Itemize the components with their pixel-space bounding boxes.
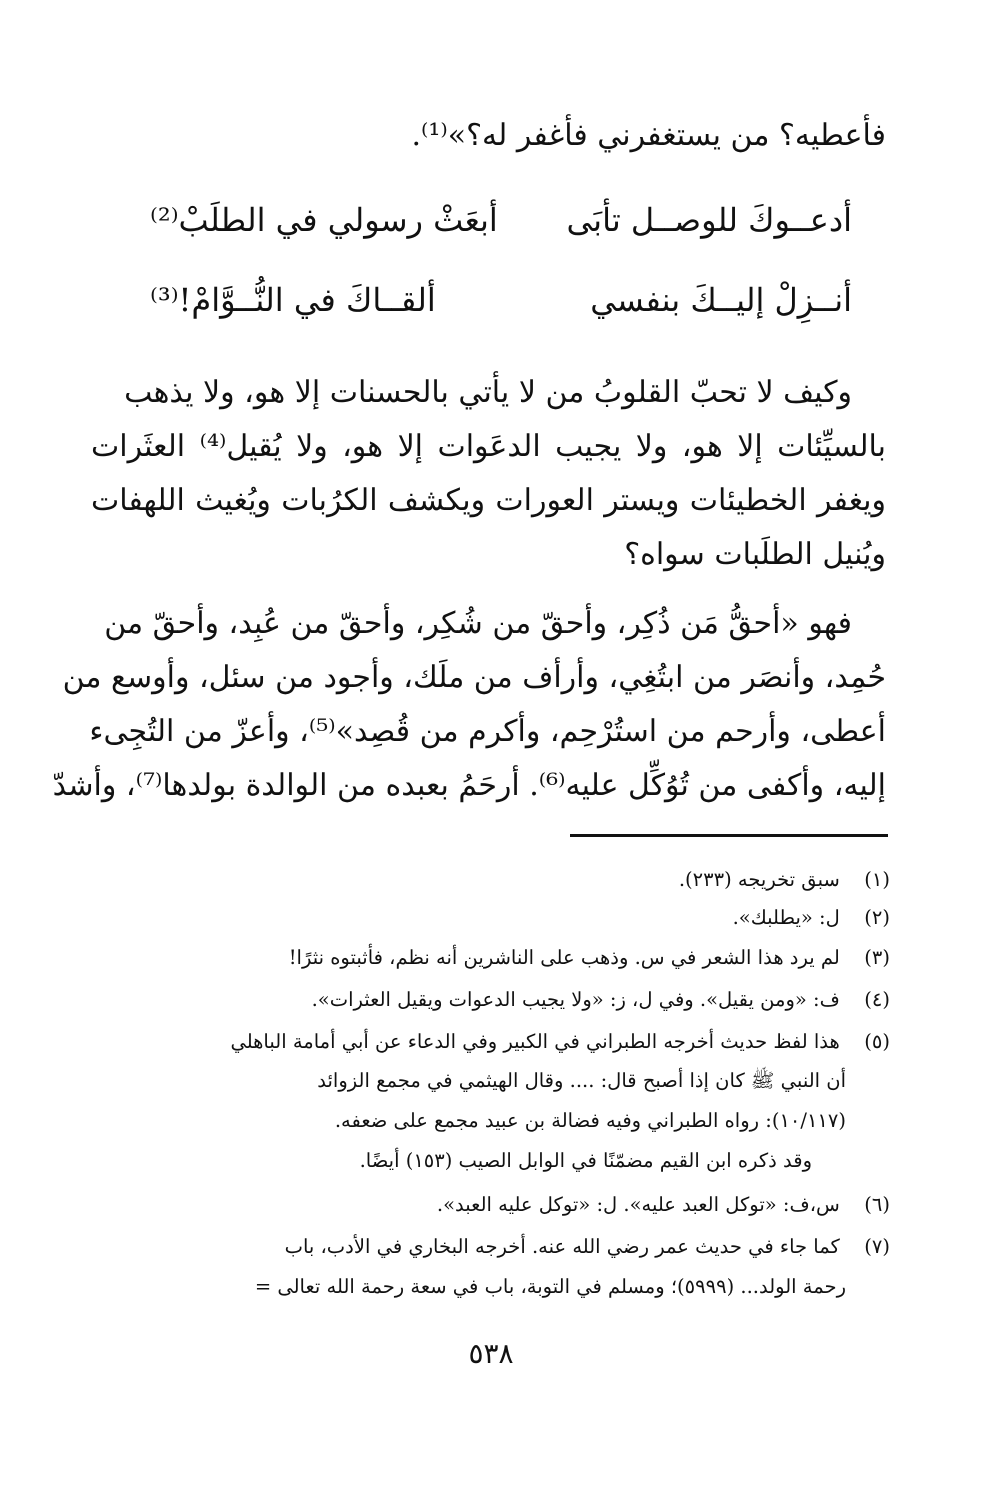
footnote-7-line2: رحمة الولد... (٥٩٩٩)؛ ومسلم في التوبة، باب في سعة رحمة الله تعالى = bbox=[254, 1275, 846, 1298]
footnote-text: ل: «يطلبك». bbox=[732, 906, 840, 929]
footnote-number: (٥) bbox=[864, 1030, 890, 1053]
footnote-5-line4: وقد ذكره ابن القيم مضمّنًا في الوابل الصيب (١٥٣) أيضًا. bbox=[359, 1149, 812, 1172]
footnote-text: كما جاء في حديث عمر رضي الله عنه. أخرجه البخاري في الأدب، باب bbox=[284, 1235, 840, 1258]
footnote-7 bbox=[285, 1232, 890, 1262]
paragraph1-line1: وكيف لا تحبّ القلوبُ من لا يأتي بالحسنات إلا هو، ولا يذهب bbox=[124, 375, 852, 410]
paragraph2-line2: حُمِد، وأنصَر من ابتُغِي، وأرأف من ملَك، وأجود من سئل، وأوسع من bbox=[62, 660, 886, 695]
verse1-first-hemistich: أدعــوكَ للوصــل تأبَى bbox=[566, 201, 852, 239]
paragraph1-line3: ويغفر الخطيئات ويستر العورات ويكشف الكرُبات ويُغيث اللهفات bbox=[91, 483, 886, 518]
footnote-number: (٢) bbox=[864, 906, 890, 929]
footnote-2 bbox=[733, 903, 890, 933]
paragraph2-line3: أعطى، وأرحم من استُرْحِم، وأكرم من قُصِد»⁽⁵⁾، وأعزّ من التُجِىء bbox=[89, 714, 886, 749]
footnote-text: هذا لفظ حديث أخرجه الطبراني في الكبير وفي الدعاء عن أبي أمامة الباهلي bbox=[230, 1030, 840, 1053]
paragraph1-line2: بالسيِّئات إلا هو، ولا يجيب الدعَوات إلا هو، ولا يُقيل⁽⁴⁾ العثَرات bbox=[91, 429, 886, 464]
footnote-4 bbox=[312, 985, 890, 1015]
footnote-5 bbox=[230, 1027, 890, 1057]
paragraph2-line4: إليه، وأكفى من تُوُكِّل عليه⁽⁶⁾. أرحَمُ بعبده من الوالدة بولدها⁽⁷⁾، وأشدّ bbox=[52, 768, 886, 803]
footnote-6 bbox=[437, 1190, 890, 1220]
footnote-text: سبق تخريجه (٢٣٣). bbox=[678, 868, 840, 891]
footnote-number: (٣) bbox=[864, 946, 890, 969]
footnote-5-line3: (١٠/١١٧): رواه الطبراني وفيه فضالة بن عبيد مجمع على ضعفه. bbox=[334, 1109, 846, 1132]
verse1-second-hemistich: أبعَثْ رسولي في الطلَبْ⁽²⁾ bbox=[150, 201, 498, 239]
footnote-1 bbox=[679, 865, 890, 895]
footnote-text: ف: «ومن يقيل». وفي ل، ز: «ولا يجيب الدعوات ويقيل العثرات». bbox=[311, 988, 840, 1011]
paragraph1-line4: ويُنيل الطلَبات سواه؟ bbox=[624, 537, 886, 572]
footnote-number: (٤) bbox=[864, 988, 890, 1011]
paragraph2-line1: فهو «أحقُّ مَن ذُكِر، وأحقّ من شُكِر، وأحقّ من عُبِد، وأحقّ من bbox=[104, 606, 852, 641]
footnote-separator bbox=[570, 834, 888, 837]
footnote-3 bbox=[289, 943, 890, 973]
footnote-number: (٧) bbox=[864, 1235, 890, 1258]
footnote-number: (١) bbox=[864, 868, 890, 891]
page-number: ٥٣٨ bbox=[468, 1337, 514, 1370]
footnote-text: س،ف: «توكل العبد عليه». ل: «توكل عليه العبد». bbox=[436, 1193, 840, 1216]
footnote-number: (٦) bbox=[864, 1193, 890, 1216]
verse2-second-hemistich: ألقــاكَ في النُّــوَّامْ!⁽³⁾ bbox=[150, 281, 436, 319]
footnote-5-line2: أن النبي ﷺ كان إذا أصبح قال: .... وقال الهيثمي في مجمع الزوائد bbox=[317, 1069, 846, 1092]
footnote-text: لم يرد هذا الشعر في س. وذهب على الناشرين أنه نظم، فأثبتوه نثرًا! bbox=[288, 946, 840, 969]
text-line-opening: فأعطيه؟ من يستغفرني فأغفر له؟»⁽¹⁾. bbox=[411, 118, 886, 153]
verse2-first-hemistich: أنــزِلْ إليــكَ بنفسي bbox=[590, 281, 852, 319]
